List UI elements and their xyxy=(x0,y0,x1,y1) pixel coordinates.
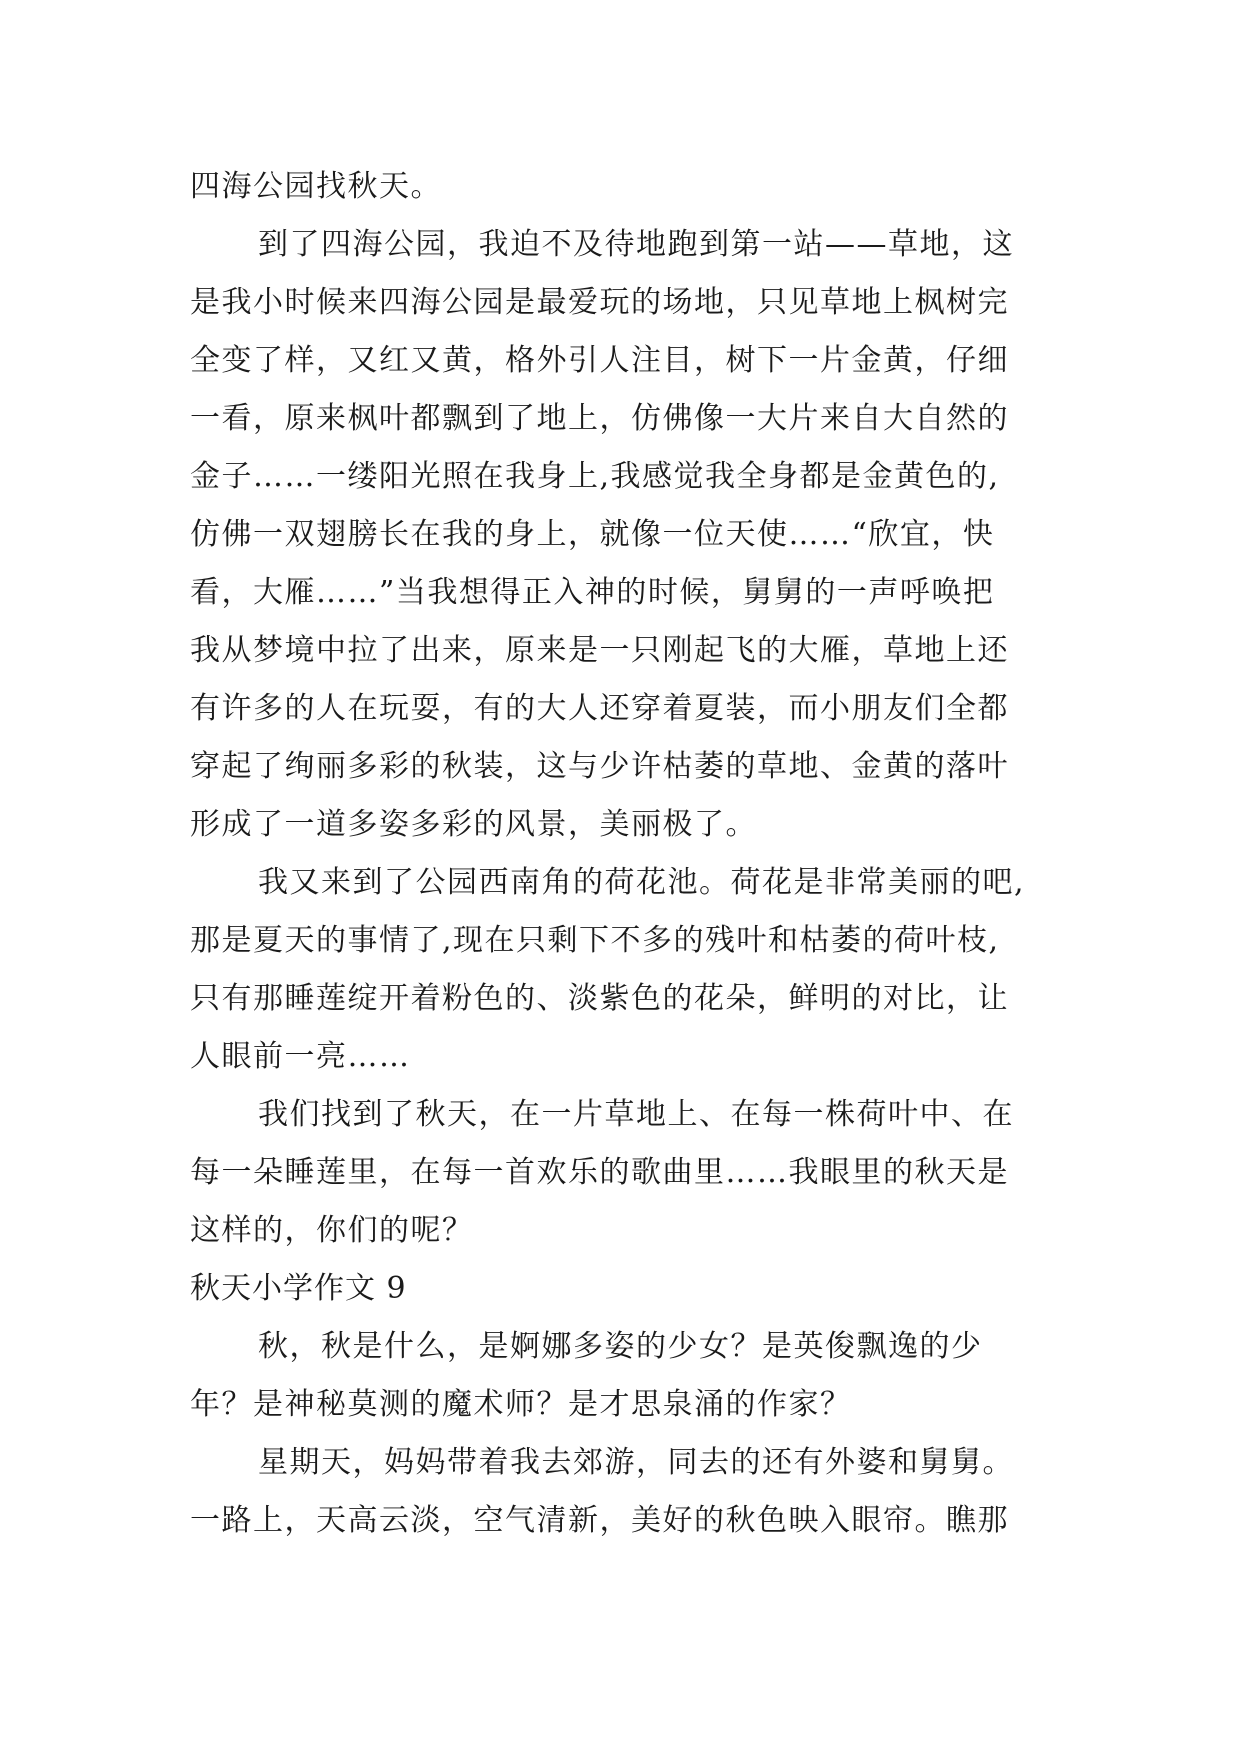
text-line: 我又来到了公园西南角的荷花池。荷花是非常美丽的吧, xyxy=(258,865,1026,900)
text-line: 仿佛一双翅膀长在我的身上，就像一位天使……“欣宜，快 xyxy=(190,517,995,552)
text-line: 只有那睡莲绽开着粉色的、淡紫色的花朵，鲜明的对比，让 xyxy=(190,981,1009,1016)
section-heading xyxy=(190,1260,1060,1318)
text-line: 金子……一缕阳光照在我身上,我感觉我全身都是金黄色的, xyxy=(190,459,1000,494)
text-line: 有许多的人在玩耍，有的大人还穿着夏装，而小朋友们全都 xyxy=(190,691,1009,726)
text-line: 我从梦境中拉了出来，原来是一只刚起飞的大雁，草地上还 xyxy=(190,633,1009,668)
paragraph xyxy=(190,854,1060,1086)
text-line: 这样的，你们的呢？ xyxy=(190,1213,474,1248)
text-line: 星期天，妈妈带着我去郊游，同去的还有外婆和舅舅。 xyxy=(258,1445,1014,1480)
text-line: 四海公园找秋天。 xyxy=(190,169,442,204)
text-line: 一看，原来枫叶都飘到了地上，仿佛像一大片来自大自然的 xyxy=(190,401,1009,436)
text-line: 是我小时候来四海公园是最爱玩的场地，只见草地上枫树完 xyxy=(190,285,1009,320)
text-line: 人眼前一亮…… xyxy=(190,1039,411,1074)
paragraph xyxy=(190,158,1060,216)
paragraph xyxy=(190,1318,1060,1434)
text-line: 全变了样，又红又黄，格外引人注目，树下一片金黄，仔细 xyxy=(190,343,1009,378)
document-page xyxy=(190,158,1060,1550)
heading-text: 秋天小学作文 9 xyxy=(190,1271,407,1306)
paragraph xyxy=(190,1434,1060,1550)
text-line: 年？是神秘莫测的魔术师？是才思泉涌的作家？ xyxy=(190,1387,852,1422)
text-line: 看，大雁……”当我想得正入神的时候，舅舅的一声呼唤把 xyxy=(190,575,995,610)
text-line: 形成了一道多姿多彩的风景，美丽极了。 xyxy=(190,807,757,842)
text-line: 每一朵睡莲里，在每一首欢乐的歌曲里……我眼里的秋天是 xyxy=(190,1155,1009,1190)
text-line: 一路上，天高云淡，空气清新，美好的秋色映入眼帘。瞧那 xyxy=(190,1503,1009,1538)
text-line: 秋，秋是什么，是婀娜多姿的少女？是英俊飘逸的少 xyxy=(258,1329,983,1364)
text-line: 到了四海公园，我迫不及待地跑到第一站——草地，这 xyxy=(258,227,1014,262)
paragraph xyxy=(190,1086,1060,1260)
text-line: 那是夏天的事情了,现在只剩下不多的残叶和枯萎的荷叶枝, xyxy=(190,923,1000,958)
text-line: 穿起了绚丽多彩的秋装，这与少许枯萎的草地、金黄的落叶 xyxy=(190,749,1009,784)
text-line: 我们找到了秋天，在一片草地上、在每一株荷叶中、在 xyxy=(258,1097,1014,1132)
paragraph xyxy=(190,216,1060,854)
